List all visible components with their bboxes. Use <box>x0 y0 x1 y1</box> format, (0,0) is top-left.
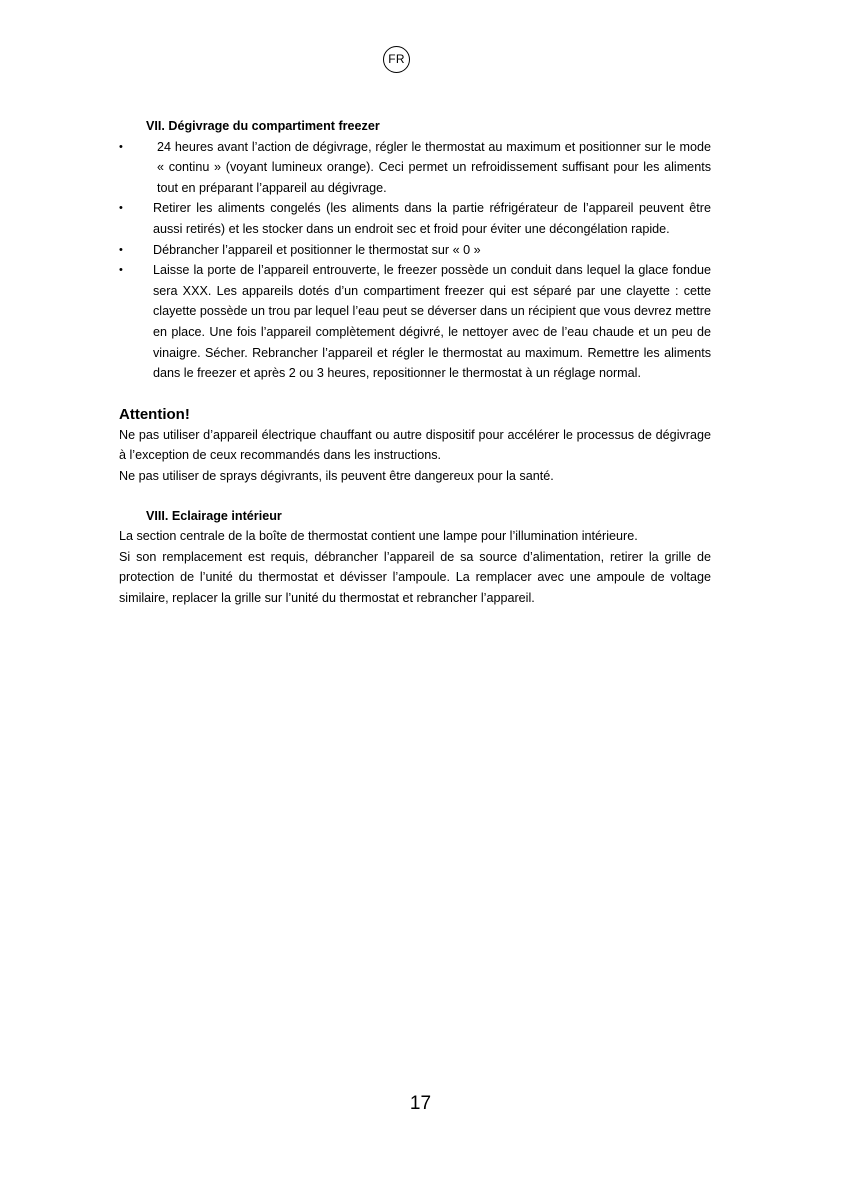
list-item: • Laisse la porte de l’appareil entrouverte, le freezer possède un conduit dans lequel la glace fondue sera XXX. Les appareils dotés d’un compartiment freezer qui est séparé par une clayette : cette clayette possède un trou par lequel l’eau peut se déverser dans un récipient que vous devrez mettre en place. Une fois l’appareil complètement dégivré, le nettoyer avec de l’eau chaude et un peu de vinaigre. Sécher. Rebrancher l’appareil et régler le thermostat au maximum. Remettre les aliments dans le freezer et après 2 ou 3 heures, repositionner le thermostat à un réglage normal. <box>119 260 711 384</box>
lighting-paragraph-1: La section centrale de la boîte de thermostat contient une lampe pour l’illumination intérieure. <box>119 529 638 544</box>
section-7-heading: VII. Dégivrage du compartiment freezer <box>146 119 380 133</box>
page-content <box>119 116 711 608</box>
page-number: 17 <box>409 1093 432 1114</box>
lighting-paragraph-2: Si son remplacement est requis, débrancher l’appareil de sa source d’alimentation, retirer la grille de protection de l’unité du thermostat et dévisser l’ampoule. La remplacer avec une ampoule de voltage similaire, replacer la grille sur l’unité du thermostat et rebrancher l’appareil. <box>119 549 711 605</box>
list-item: • Retirer les aliments congelés (les aliments dans la partie réfrigérateur de l’appareil peuvent être aussi retirés) et les stocker dans un endroit sec et froid pour éviter une décongélation rapide. <box>119 198 711 239</box>
section-8-heading: VIII. Eclairage intérieur <box>146 508 282 523</box>
attention-heading: Attention! <box>119 405 190 423</box>
attention-paragraph-2: Ne pas utiliser de sprays dégivrants, ils peuvent être dangereux pour la santé. <box>119 468 554 483</box>
list-item: • Débrancher l’appareil et positionner le thermostat sur « 0 » <box>119 240 711 261</box>
language-badge: FR <box>383 46 410 73</box>
defrost-steps-list <box>119 137 711 384</box>
attention-paragraph-1: Ne pas utiliser d’appareil électrique chauffant ou autre dispositif pour accélérer le processus de dégivrage à l’exception de ceux recommandés dans les instructions. <box>119 427 711 463</box>
list-item: • 24 heures avant l’action de dégivrage, régler le thermostat au maximum et positionner sur le mode « continu » (voyant lumineux orange). Ceci permet un refroidissement suffisant pour les aliments tout en préparant l’appareil au dégivrage. <box>119 137 711 199</box>
